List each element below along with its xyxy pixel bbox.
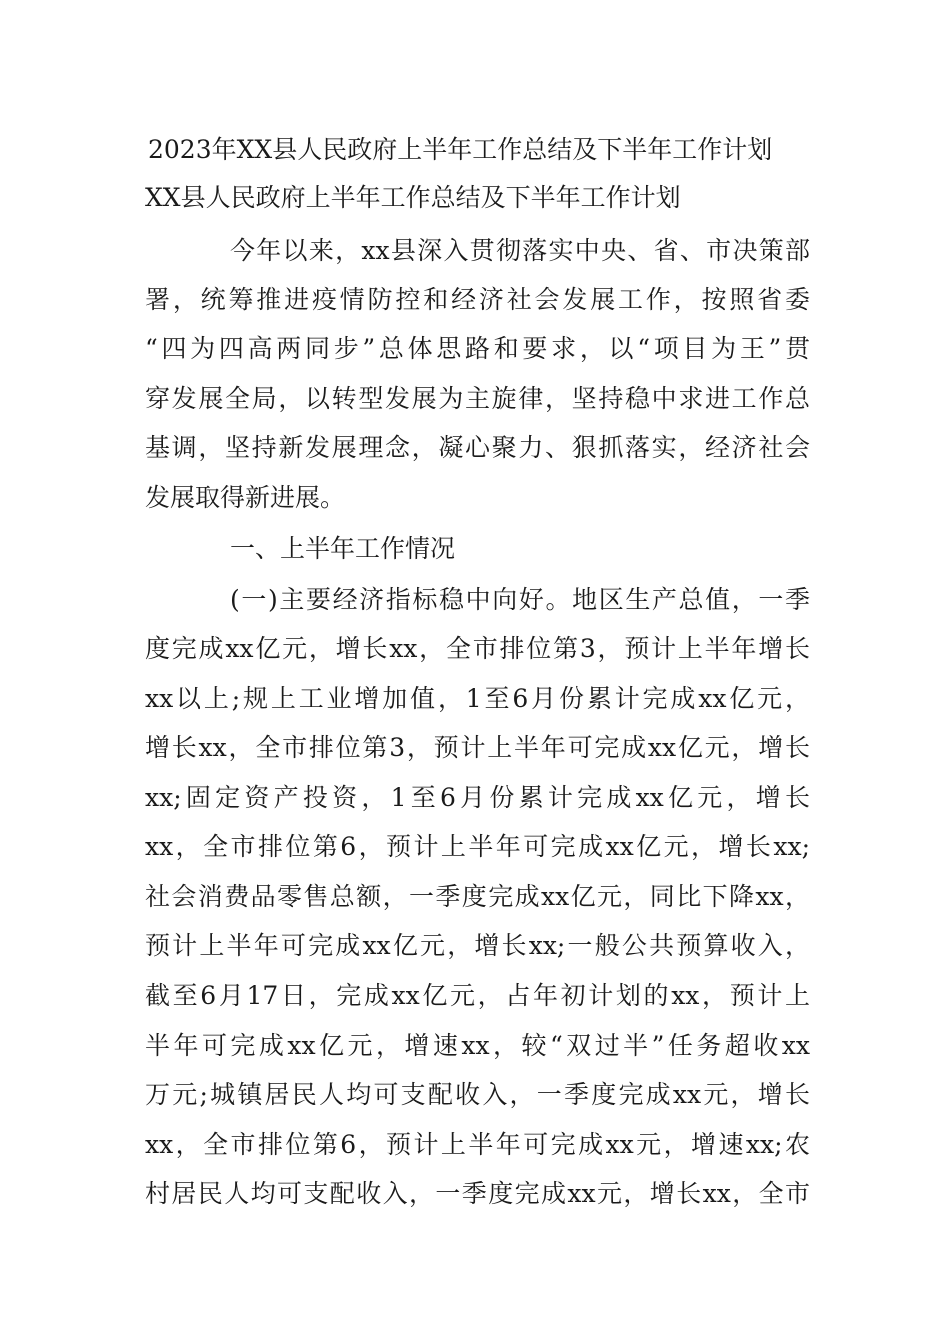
body-line: 预计上半年可完成xx亿元，增长xx;一般公共预算收入， [145,931,810,960]
intro-line: “四为四高两同步”总体思路和要求，以“项目为王”贯 [145,334,810,363]
intro-line: 今年以来，xx县深入贯彻落实中央、省、市决策部 [230,236,810,265]
section-heading: 一、上半年工作情况 [230,534,456,563]
body-line: 增长xx，全市排位第3，预计上半年可完成xx亿元，增长 [145,733,810,762]
body-line: xx，全市排位第6，预计上半年可完成xx亿元，增长xx; [145,832,810,861]
body-line: xx，全市排位第6，预计上半年可完成xx元，增速xx;农 [145,1130,810,1159]
intro-line: 穿发展全局，以转型发展为主旋律，坚持稳中求进工作总 [145,384,810,413]
intro-line: 发展取得新进展。 [145,483,346,512]
body-line: 截至6月17日，完成xx亿元，占年初计划的xx，预计上 [145,981,810,1010]
body-line: 万元;城镇居民人均可支配收入，一季度完成xx元，增长 [145,1080,810,1109]
body-line: xx;固定资产投资，1至6月份累计完成xx亿元，增长 [145,783,810,812]
intro-line: 署，统筹推进疫情防控和经济社会发展工作，按照省委 [145,285,810,314]
body-line: 村居民人均可支配收入，一季度完成xx元，增长xx，全市 [145,1179,810,1208]
document-title: 2023年XX县人民政府上半年工作总结及下半年工作计划 [148,135,773,164]
body-line: (一)主要经济指标稳中向好。地区生产总值，一季 [230,585,810,614]
document-subtitle: XX县人民政府上半年工作总结及下半年工作计划 [145,183,681,212]
body-line: xx以上;规上工业增加值，1至6月份累计完成xx亿元， [145,684,810,713]
body-line: 半年可完成xx亿元，增速xx，较“双过半”任务超收xx [145,1031,810,1060]
intro-line: 基调，坚持新发展理念，凝心聚力、狠抓落实，经济社会 [145,433,810,462]
body-line: 社会消费品零售总额，一季度完成xx亿元，同比下降xx， [145,882,810,911]
body-line: 度完成xx亿元，增长xx，全市排位第3，预计上半年增长 [145,634,810,663]
